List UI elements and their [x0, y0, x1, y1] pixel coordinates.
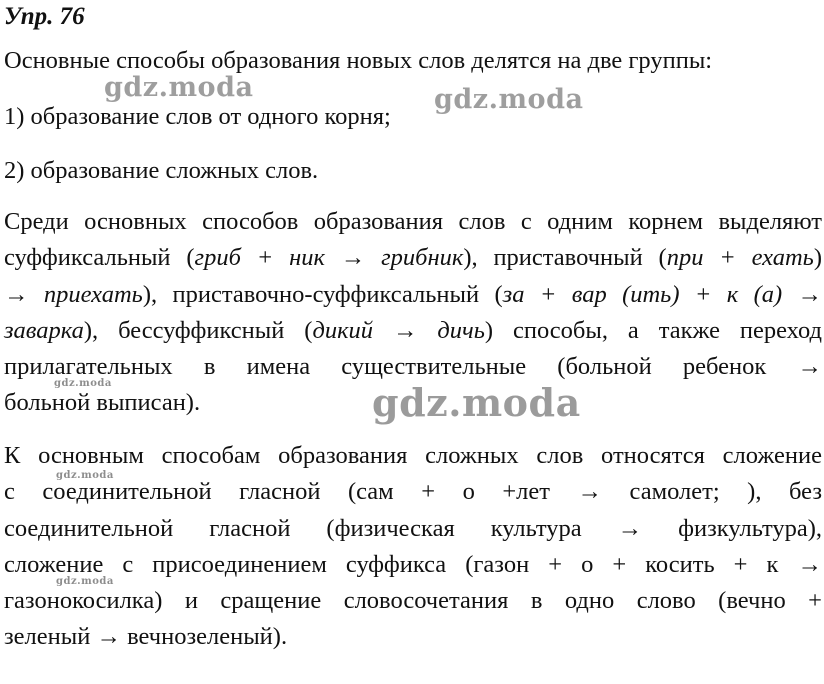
watermark-logo: gdz.moda [372, 380, 581, 425]
paragraph1-row-4: заварка), бессуффиксный (дикий → дичь) способы, а также переход [4, 316, 822, 344]
paragraph-derivation-methods [4, 204, 822, 422]
example-gribnik: гриб + ник → грибник [194, 244, 464, 272]
watermark-logo: gdz.moda [434, 84, 584, 115]
list-item-1: 1) образование слов от одного корня; [4, 103, 391, 130]
paragraph1-row-6: больной выписан). [4, 389, 201, 417]
example-zavarka: за + вар (ить) + к (а) → [502, 280, 823, 308]
paragraph2-row-3: соединительной гласной (физическая культура → физкультура), [4, 514, 822, 542]
example-dich: дикий → дичь [312, 316, 485, 344]
paragraph1-row-3: → приехать), приставочно-суффиксальный (за + вар (ить) + к (а) → [4, 280, 823, 308]
paragraph2-row-6: зеленый → вечнозеленый). [4, 623, 288, 651]
paragraph2-row-1: К основным способам образования сложных слов относятся сложение [4, 442, 822, 469]
intro-line: Основные способы образования новых слов делятся на две группы: [4, 47, 713, 74]
paragraph2-row-4: сложение с присоединением суффикса (газон + о + косить + к → [4, 550, 822, 578]
paragraph1-row-2: суффиксальный (гриб + ник → грибник), приставочный (при + ехать) [4, 244, 822, 272]
paragraph-compound-methods [4, 438, 822, 656]
watermark-logo: gdz.moda [104, 72, 254, 103]
example-zavarka-result: заварка [4, 316, 84, 344]
watermark-logo: gdz.moda [54, 378, 112, 389]
watermark-logo: gdz.moda [56, 576, 114, 587]
list-item-2: 2) образование сложных слов. [4, 157, 319, 184]
example-priekhat: при + ехать [666, 244, 814, 272]
watermark-logo: gdz.moda [56, 470, 114, 481]
paragraph1-row-5: прилагательных в имена существительные (больной ребенок → [4, 353, 822, 381]
exercise-heading: Упр. 76 [4, 3, 85, 30]
paragraph2-row-5: газонокосилка) и сращение словосочетания в одно слово (вечно + [4, 587, 822, 615]
example-priekhat-result: → приехать [4, 280, 143, 308]
paragraph1-row-1: Среди основных способов образования слов с одним корнем выделяют [4, 208, 822, 235]
paragraph2-row-2: с соединительной гласной (сам + о +лет → самолет; ), без [4, 478, 822, 506]
